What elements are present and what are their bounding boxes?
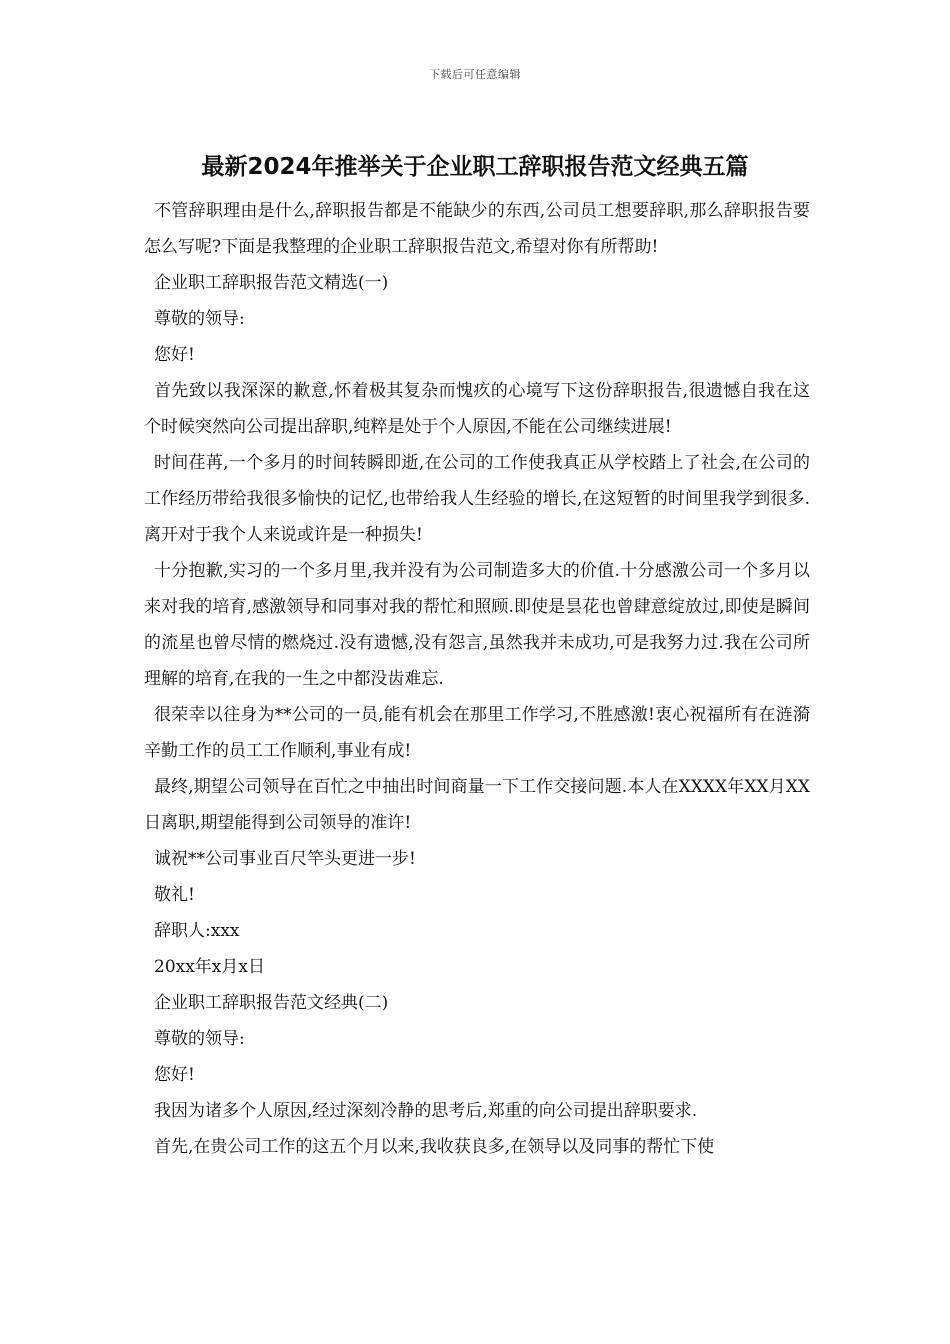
greeting: 您好! — [154, 345, 195, 365]
closing-wish: 诚祝**公司事业百尺竿头更进一步! — [154, 849, 416, 869]
closing-salute: 敬礼! — [154, 885, 195, 905]
body-paragraph: 最终,期望公司领导在百忙之中抽出时间商量一下工作交接问题.本人在XXXX年XX月XX日离职,期望能得到公司领导的准许! — [144, 777, 810, 833]
body-paragraph: 十分抱歉,实习的一个多月里,我并没有为公司制造多大的价值.十分感激公司一个多月以来对我的培育,感激领导和同事对我的帮忙和照顾.即使是昙花也曾肆意绽放过,即使是瞬间的流星也曾尽情的燃烧过.没有遗憾,没有怨言,虽然我并未成功,可是我努力过.我在公司所理解的培育,在我的一生之中都没齿难忘. — [144, 561, 810, 689]
salutation: 尊敬的领导: — [154, 1029, 245, 1049]
body-paragraph: 首先致以我深深的歉意,怀着极其复杂而愧疚的心境写下这份辞职报告,很遗憾自我在这个时候突然向公司提出辞职,纯粹是处于个人原因,不能在公司继续进展! — [144, 381, 810, 437]
section-heading-1: 企业职工辞职报告范文精选(一) — [154, 273, 389, 293]
document-title: 最新2024年推举关于企业职工辞职报告范文经典五篇 — [201, 154, 749, 180]
header-note: 下载后可任意编辑 — [429, 68, 521, 81]
date-line: 20xx年x月x日 — [154, 957, 265, 977]
signature: 辞职人:xxx — [154, 921, 240, 941]
section-heading-2: 企业职工辞职报告范文经典(二) — [154, 993, 389, 1013]
body-paragraph: 我因为诸多个人原因,经过深刻冷静的思考后,郑重的向公司提出辞职要求. — [154, 1101, 698, 1121]
body-paragraph: 很荣幸以往身为**公司的一员,能有机会在那里工作学习,不胜感激!衷心祝福所有在涟漪辛勤工作的员工工作顺利,事业有成! — [144, 705, 810, 761]
document-body — [144, 193, 810, 1165]
body-paragraph: 时间荏苒,一个多月的时间转瞬即逝,在公司的工作使我真正从学校踏上了社会,在公司的工作经历带给我很多愉快的记忆,也带给我人生经验的增长,在这短暂的时间里我学到很多.离开对于我个人来说或许是一种损失! — [144, 453, 810, 545]
greeting: 您好! — [154, 1065, 195, 1085]
intro-paragraph: 不管辞职理由是什么,辞职报告都是不能缺少的东西,公司员工想要辞职,那么辞职报告要怎么写呢?下面是我整理的企业职工辞职报告范文,希望对你有所帮助! — [144, 201, 810, 257]
salutation: 尊敬的领导: — [154, 309, 245, 329]
body-paragraph: 首先,在贵公司工作的这五个月以来,我收获良多,在领导以及同事的帮忙下使 — [154, 1137, 715, 1157]
